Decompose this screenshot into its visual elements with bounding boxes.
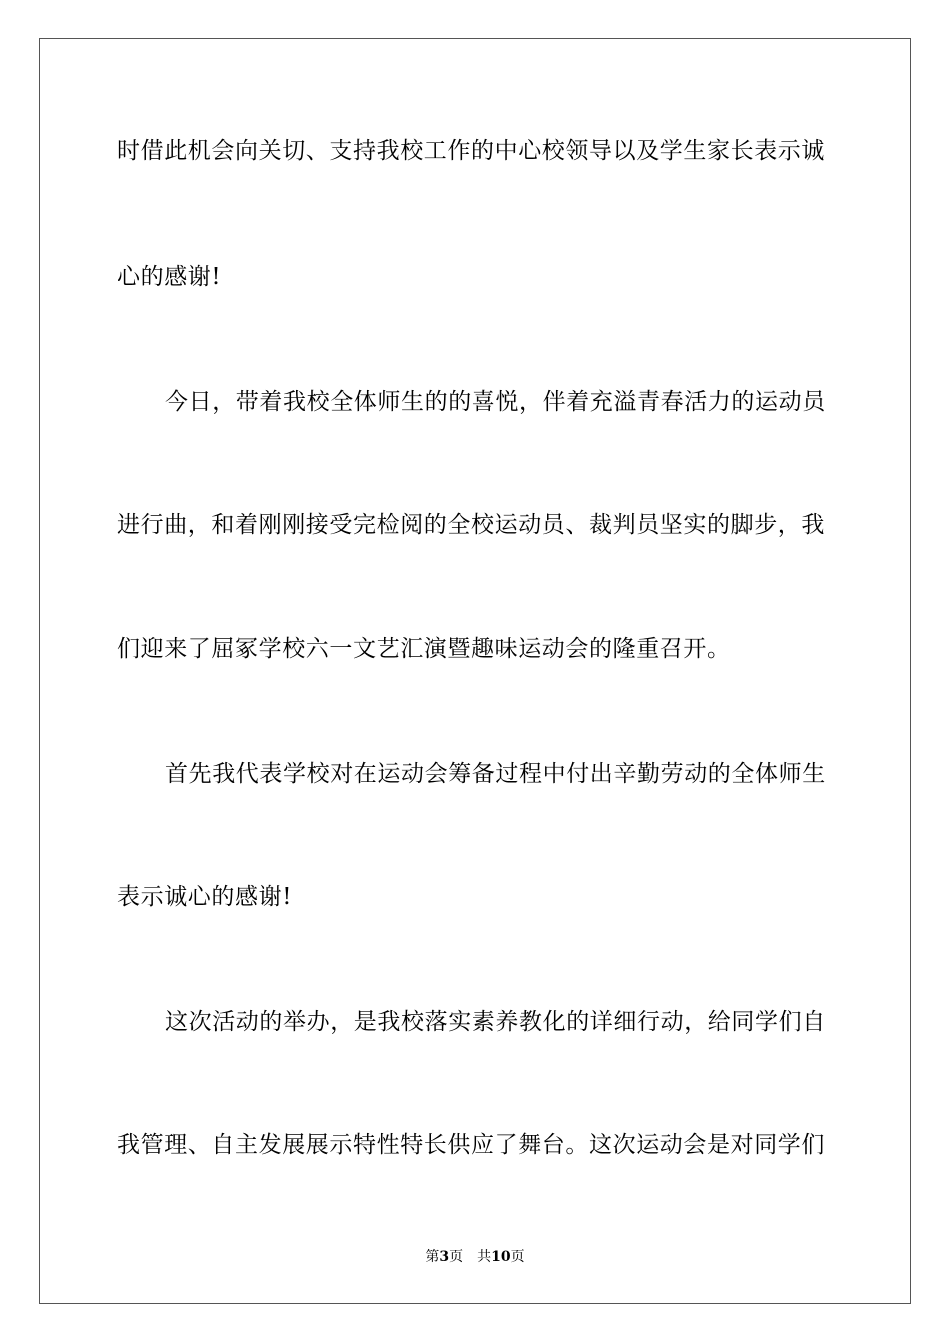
body-line-8: 这次活动的举办，是我校落实素养教化的详细行动，给同学们自 <box>165 1009 826 1035</box>
body-line-4: 进行曲，和着刚刚接受完检阅的全校运动员、裁判员坚实的脚步，我 <box>117 512 825 538</box>
body-line-9: 我管理、自主发展展示特性特长供应了舞台。这次运动会是对同学们 <box>117 1132 825 1158</box>
footer-total-prefix: 共 <box>477 1249 492 1265</box>
page-border <box>39 38 911 1304</box>
body-line-2: 心的感谢! <box>117 264 222 290</box>
footer-total-suffix: 页 <box>510 1249 525 1265</box>
body-line-6: 首先我代表学校对在运动会筹备过程中付出辛勤劳动的全体师生 <box>165 761 826 787</box>
body-line-1: 时借此机会向关切、支持我校工作的中心校领导以及学生家长表示诚 <box>117 138 825 164</box>
body-line-5: 们迎来了屈冢学校六一文艺汇演暨趣味运动会的隆重召开。 <box>117 636 731 662</box>
body-line-7: 表示诚心的感谢! <box>117 884 293 910</box>
footer-page-prefix: 第 <box>425 1249 440 1265</box>
body-line-3: 今日，带着我校全体师生的的喜悦，伴着充溢青春活力的运动员 <box>165 389 826 415</box>
footer-total-number: 10 <box>491 1249 511 1265</box>
footer-page-suffix: 页 <box>449 1249 464 1265</box>
page-footer <box>0 1247 950 1267</box>
footer-page-number: 3 <box>439 1249 450 1265</box>
